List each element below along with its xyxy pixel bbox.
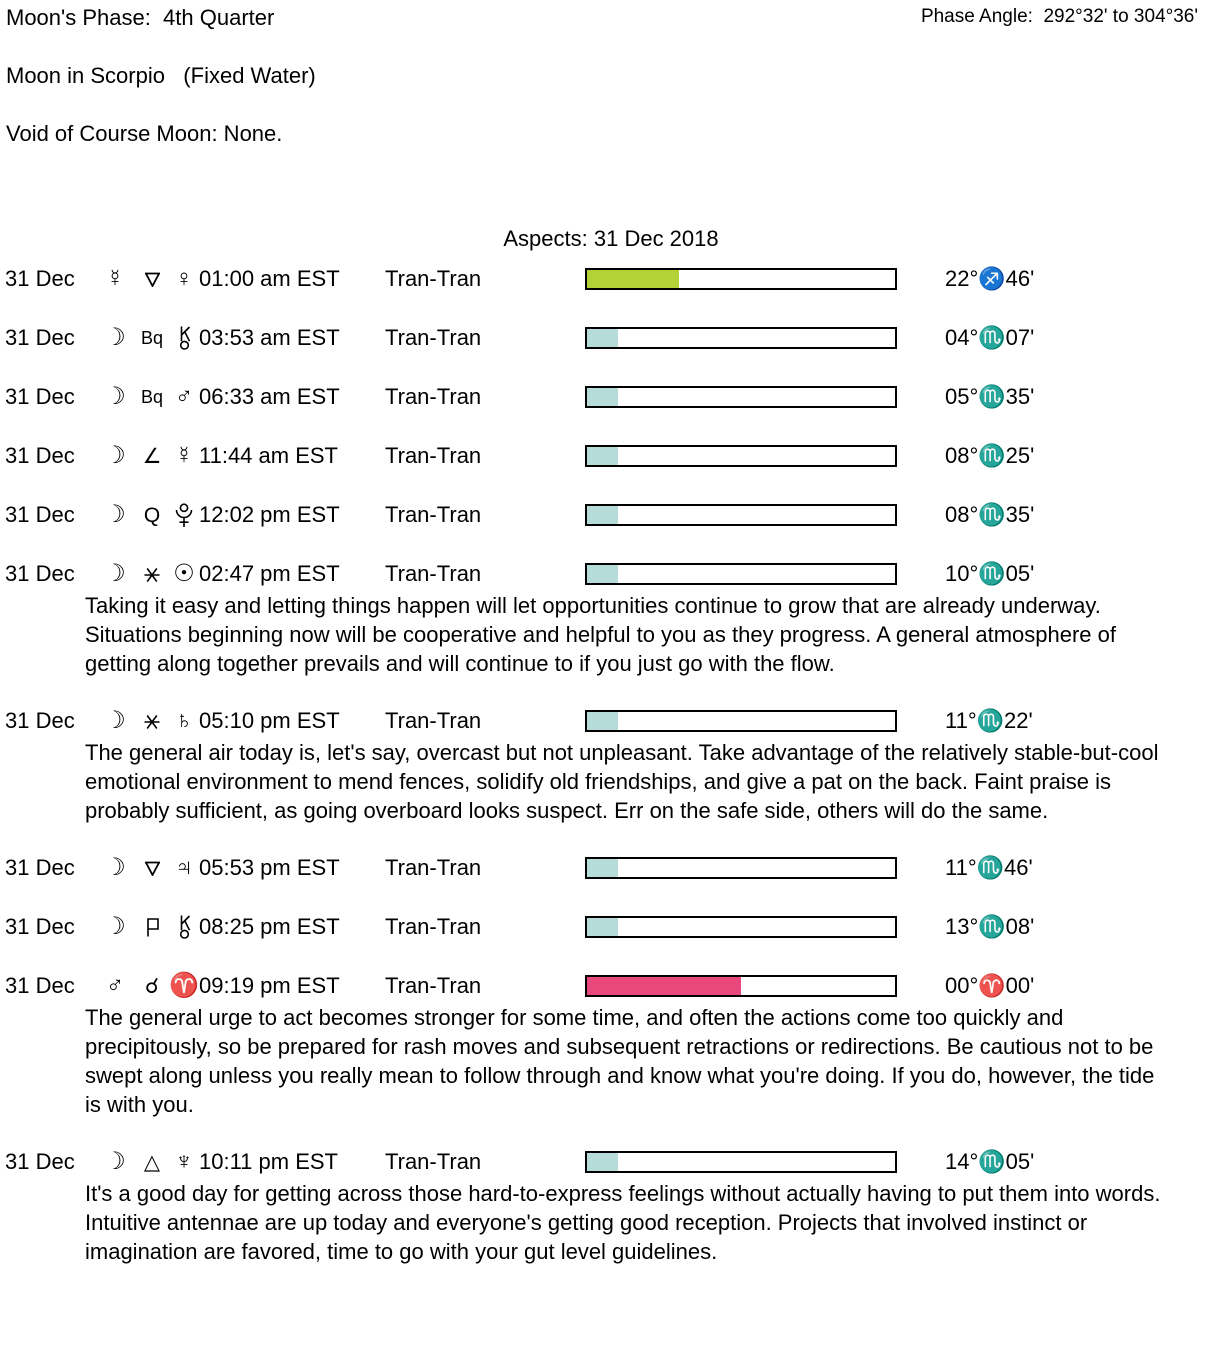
aspect-block xyxy=(5,1149,1222,1266)
moon-icon: ☽ xyxy=(104,1148,126,1175)
moon-icon: ☽ xyxy=(104,913,126,940)
aspect-row xyxy=(5,502,1222,526)
aspect-date: 31 Dec xyxy=(5,708,75,733)
aspect-category: Tran-Tran xyxy=(385,266,482,291)
orb-progress-fill xyxy=(587,859,618,877)
aspects-title: Aspects: 31 Dec 2018 xyxy=(503,226,719,251)
aspect-category: Tran-Tran xyxy=(385,708,482,733)
orb-progress-fill xyxy=(587,329,618,347)
aspect-block xyxy=(5,855,1222,879)
aspect-time: 09:19 pm EST xyxy=(199,973,340,998)
aspect-block xyxy=(5,266,1222,290)
mercury-icon: ☿ xyxy=(106,265,124,292)
chiron-icon xyxy=(169,915,199,940)
orb-progress-fill xyxy=(587,1153,618,1171)
aspect-position: 10°♏05' xyxy=(945,561,1035,586)
aspect-position: 22°♐46' xyxy=(945,266,1035,291)
orb-progress-fill xyxy=(587,447,618,465)
moon-icon: ☽ xyxy=(104,560,126,587)
aries-icon: ♈ xyxy=(169,972,199,999)
aspect-row xyxy=(5,266,1222,290)
moon-icon: ☽ xyxy=(104,383,126,410)
orb-progress-bar xyxy=(585,268,897,290)
orb-progress-fill xyxy=(587,388,618,406)
orb-progress-bar xyxy=(585,916,897,938)
aspect-row xyxy=(5,325,1222,349)
pluto-icon xyxy=(169,502,199,527)
aspect-date: 31 Dec xyxy=(5,443,75,468)
venus-icon: ♀ xyxy=(175,265,193,292)
biquintile-icon: Bq xyxy=(140,387,164,407)
conjunction-icon: ☌ xyxy=(144,974,160,998)
aspect-row xyxy=(5,384,1222,408)
aspect-category: Tran-Tran xyxy=(385,855,482,880)
sextile-icon xyxy=(135,709,169,733)
biquintile-icon: Bq xyxy=(140,328,164,348)
aspect-time: 05:10 pm EST xyxy=(199,708,340,733)
semisextile-icon xyxy=(135,856,169,880)
aspect-date: 31 Dec xyxy=(5,266,75,291)
interpretation-text: It's a good day for getting across those hard-to-express feelings without actually having to put them into words. Intuitive antennae are up today and everyone's getting good reception. Projects that involved instinct or imagination are favored, time to go with your gut level guidelines. xyxy=(85,1181,1161,1264)
aspect-row xyxy=(5,443,1222,467)
moon-icon: ☽ xyxy=(104,854,126,881)
moon-icon: ☽ xyxy=(104,707,126,734)
aspect-block xyxy=(5,443,1222,467)
aspect-category: Tran-Tran xyxy=(385,973,482,998)
neptune-icon: ♆ xyxy=(175,1148,193,1175)
aspect-position: 13°♏08' xyxy=(945,914,1035,939)
aspect-block xyxy=(5,502,1222,526)
interpretation-text: The general air today is, let's say, overcast but not unpleasant. Take advantage of the relatively stable-but-cool emotional environment to mend fences, solidify old friendships, and give a pat on the back. Faint praise is probably sufficient, as going overboard looks suspect. Err on the safe side, others will do the same. xyxy=(85,740,1159,823)
orb-progress-bar xyxy=(585,504,897,526)
aspect-block xyxy=(5,973,1222,1119)
aspect-position: 08°♏25' xyxy=(945,443,1035,468)
aspect-date: 31 Dec xyxy=(5,914,75,939)
orb-progress-fill xyxy=(587,918,618,936)
moon-icon: ☽ xyxy=(104,324,126,351)
orb-progress-bar xyxy=(585,386,897,408)
aspect-date: 31 Dec xyxy=(5,973,75,998)
aspect-time: 10:11 pm EST xyxy=(199,1149,338,1174)
aspect-position: 05°♏35' xyxy=(945,384,1035,409)
orb-progress-fill xyxy=(587,270,679,288)
aspect-category: Tran-Tran xyxy=(385,561,482,586)
trine-icon: △ xyxy=(143,1150,161,1174)
orb-progress-fill xyxy=(587,977,741,995)
aspect-category: Tran-Tran xyxy=(385,1149,482,1174)
aspect-category: Tran-Tran xyxy=(385,325,482,350)
moon-icon: ☽ xyxy=(104,501,126,528)
aspect-date: 31 Dec xyxy=(5,502,75,527)
aspect-position: 11°♏22' xyxy=(945,708,1033,733)
aspect-block xyxy=(5,561,1222,678)
mars-icon: ♂ xyxy=(175,383,193,410)
aspect-date: 31 Dec xyxy=(5,384,75,409)
aspect-row xyxy=(5,855,1222,879)
moon-phase-line: Moon's Phase: 4th Quarter xyxy=(6,5,275,30)
orb-progress-bar xyxy=(585,563,897,585)
aspect-row xyxy=(5,914,1222,938)
aspect-position: 00°♈00' xyxy=(945,973,1035,998)
aspect-time: 12:02 pm EST xyxy=(199,502,340,527)
aspect-time: 11:44 am EST xyxy=(199,443,338,468)
semisextile-icon xyxy=(135,267,169,291)
aspect-time: 08:25 pm EST xyxy=(199,914,340,939)
orb-progress-bar xyxy=(585,327,897,349)
aspect-block xyxy=(5,384,1222,408)
orb-progress-bar xyxy=(585,710,897,732)
aspect-category: Tran-Tran xyxy=(385,443,482,468)
void-of-course-line: Void of Course Moon: None. xyxy=(6,121,283,146)
aspect-time: 03:53 am EST xyxy=(199,325,340,350)
aspect-block xyxy=(5,708,1222,825)
aspect-date: 31 Dec xyxy=(5,561,75,586)
orb-progress-bar xyxy=(585,1151,897,1173)
jupiter-icon: ♃ xyxy=(175,854,193,881)
orb-progress-bar xyxy=(585,857,897,879)
moon-sign-line: Moon in Scorpio (Fixed Water) xyxy=(6,63,316,88)
orb-progress-bar xyxy=(585,975,897,997)
aspect-date: 31 Dec xyxy=(5,855,75,880)
aspect-position: 14°♏05' xyxy=(945,1149,1035,1174)
aspect-position: 08°♏35' xyxy=(945,502,1035,527)
orb-progress-fill xyxy=(587,565,618,583)
aspect-position: 04°♏07' xyxy=(945,325,1035,350)
interpretation-text: Taking it easy and letting things happen will let opportunities continue to grow that are already underway. Situations beginning now will be cooperative and helpful to you as they progress. A general atmosphere of getting along together prevails and will continue to if you just go with the flow. xyxy=(85,593,1116,676)
saturn-icon: ♄ xyxy=(175,707,193,734)
sun-icon: ☉ xyxy=(173,560,195,587)
aspect-date: 31 Dec xyxy=(5,1149,75,1174)
aspect-row xyxy=(5,973,1222,997)
aspect-row xyxy=(5,1149,1222,1173)
orb-progress-bar xyxy=(585,445,897,467)
aspect-category: Tran-Tran xyxy=(385,384,482,409)
aspect-row xyxy=(5,708,1222,732)
quintile-icon: Q xyxy=(143,503,161,527)
aspect-category: Tran-Tran xyxy=(385,914,482,939)
mars-icon: ♂ xyxy=(106,972,124,999)
aspect-block xyxy=(5,914,1222,938)
phase-angle-line: Phase Angle: 292°32' to 304°36' xyxy=(920,6,1198,27)
aspect-position: 11°♏46' xyxy=(945,855,1033,880)
aspect-list xyxy=(0,266,1222,1296)
aspect-block xyxy=(5,325,1222,349)
aspect-category: Tran-Tran xyxy=(385,502,482,527)
semisquare-icon: ∠ xyxy=(142,444,162,468)
aspect-date: 31 Dec xyxy=(5,325,75,350)
interpretation-text: The general urge to act becomes stronger for some time, and often the actions come too quickly and precipitously, so be prepared for rash moves and subsequent retractions or redirections. Be cautious not to be swept along unless you really mean to follow through and know what you're doing. If you do, however, the tide is with you. xyxy=(85,1005,1155,1117)
chiron-icon xyxy=(169,326,199,351)
sesquiquadrate-icon xyxy=(135,915,169,939)
aspect-row xyxy=(5,561,1222,585)
aspect-time: 05:53 pm EST xyxy=(199,855,340,880)
orb-progress-fill xyxy=(587,712,618,730)
mercury-icon: ☿ xyxy=(175,442,193,469)
aspect-time: 01:00 am EST xyxy=(199,266,340,291)
aspect-time: 02:47 pm EST xyxy=(199,561,340,586)
orb-progress-fill xyxy=(587,506,618,524)
sextile-icon xyxy=(135,562,169,586)
aspect-time: 06:33 am EST xyxy=(199,384,340,409)
moon-icon: ☽ xyxy=(104,442,126,469)
